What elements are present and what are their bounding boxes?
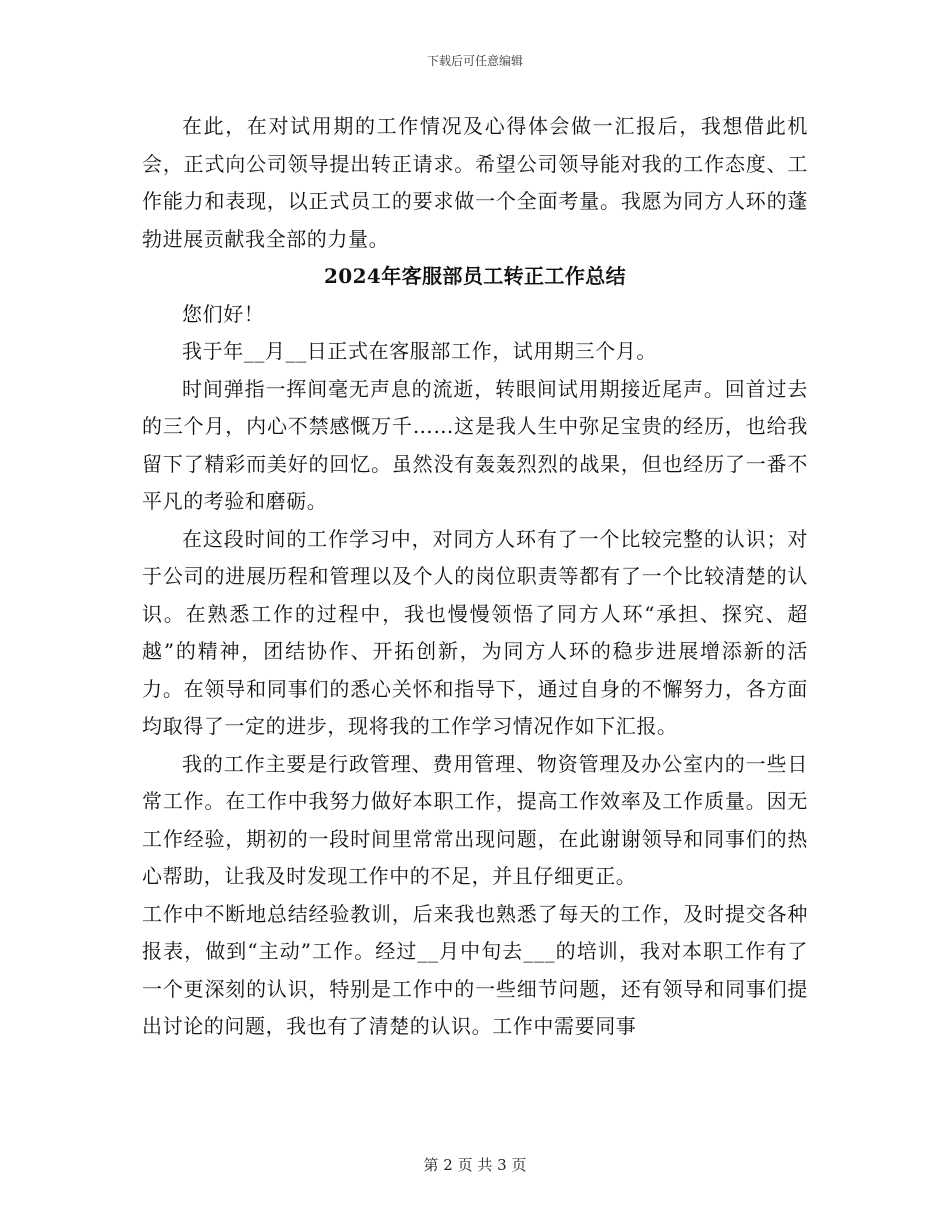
experience-paragraph: 工作中不断地总结经验教训，后来我也熟悉了每天的工作，及时提交各种报表，做到“主动”工作。经过__月中旬去___的培训，我对本职工作有了一个更深刻的认识，特别是工作中的一些细节问题，还有领导和同事们提出讨论的问题，我也有了清楚的认识。工作中需要同事 — [142, 901, 808, 1038]
intro-paragraph: 在此，在对试用期的工作情况及心得体会做一汇报后，我想借此机会，正式向公司领导提出转正请求。希望公司领导能对我的工作态度、工作能力和表现，以正式员工的要求做一个全面考量。我愿为同方人环的蓬勃进展贡献我全部的力量。 — [142, 114, 808, 251]
reflection-paragraph: 时间弹指一挥间毫无声息的流逝，转眼间试用期接近尾声。回首过去的三个月，内心不禁感慨万千……这是我人生中弥足宝贵的经历，也给我留下了精彩而美好的回忆。虽然没有轰轰烈烈的战果，但也经历了一番不平凡的考验和磨砺。 — [142, 376, 808, 513]
document-title: 2024年客服部员工转正工作总结 — [323, 264, 627, 288]
learning-paragraph: 在这段时间的工作学习中，对同方人环有了一个比较完整的认识；对于公司的进展历程和管理以及个人的岗位职责等都有了一个比较清楚的认识。在熟悉工作的过程中，我也慢慢领悟了同方人环“承担、探究、超越”的精神，团结协作、开拓创新，为同方人环的稳步进展增添新的活力。在领导和同事们的悉心关怀和指导下，通过自身的不懈努力，各方面均取得了一定的进步，现将我的工作学习情况作如下汇报。 — [142, 526, 808, 738]
duties-paragraph: 我的工作主要是行政管理、费用管理、物资管理及办公室内的一些日常工作。在工作中我努力做好本职工作，提高工作效率及工作质量。因无工作经验，期初的一段时间里常常出现问题，在此谢谢领导和同事们的热心帮助，让我及时发现工作中的不足，并且仔细更正。 — [142, 751, 808, 888]
page-header-note: 下载后可任意编辑 — [426, 54, 523, 68]
start-date-paragraph: 我于年__月__日正式在客服部工作，试用期三个月。 — [182, 339, 657, 363]
document-body — [142, 108, 808, 1046]
greeting-paragraph: 您们好！ — [182, 301, 265, 326]
page-number-indicator: 第 2 页 共 3 页 — [423, 1156, 527, 1174]
